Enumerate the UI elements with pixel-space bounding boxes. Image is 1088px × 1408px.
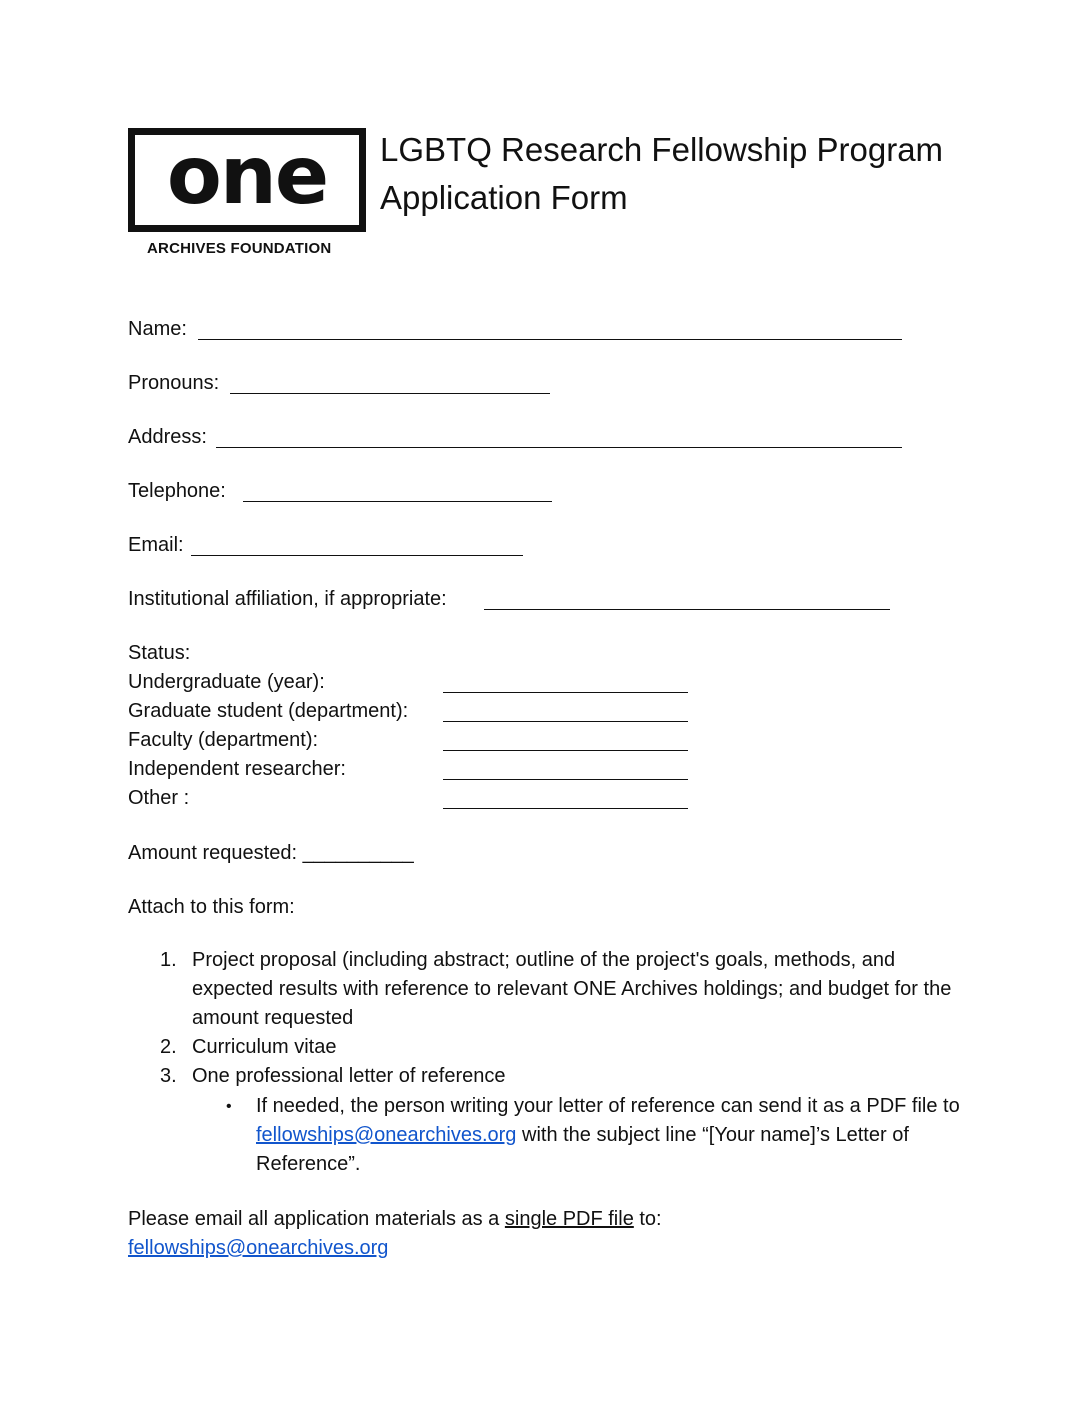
status-faculty-label: Faculty (department): bbox=[128, 729, 319, 751]
name-input-line[interactable] bbox=[198, 339, 902, 340]
status-graduate-label: Graduate student (department): bbox=[128, 700, 409, 722]
logo-subtitle: ARCHIVES FOUNDATION bbox=[147, 240, 332, 257]
pronouns-input-line[interactable] bbox=[230, 393, 550, 394]
status-other-line[interactable] bbox=[443, 808, 688, 809]
email-input-line[interactable] bbox=[191, 555, 523, 556]
amount-input-line[interactable]: __________ bbox=[302, 842, 414, 864]
title-line-1: LGBTQ Research Fellowship Program bbox=[380, 131, 944, 168]
reference-instructions bbox=[256, 1092, 976, 1179]
closing-emphasis: single PDF file bbox=[504, 1208, 634, 1230]
address-label: Address: bbox=[128, 426, 207, 448]
page-title bbox=[380, 126, 943, 222]
email-label: Email: bbox=[128, 534, 184, 556]
address-field bbox=[128, 424, 207, 450]
status-undergraduate-label: Undergraduate (year): bbox=[128, 671, 325, 693]
telephone-label: Telephone: bbox=[128, 480, 226, 502]
status-independent-label: Independent researcher: bbox=[128, 758, 346, 780]
pronouns-field bbox=[128, 370, 219, 396]
closing-text-after: to: bbox=[639, 1208, 662, 1230]
pronouns-label: Pronouns: bbox=[128, 372, 220, 394]
title-line-2: Application Form bbox=[380, 179, 628, 216]
status-graduate-line[interactable] bbox=[443, 721, 688, 722]
list-item-reference: One professional letter of reference bbox=[192, 1065, 506, 1087]
closing-text-before: Please email all application materials as a bbox=[128, 1208, 500, 1230]
status-undergraduate-line[interactable] bbox=[443, 692, 688, 693]
list-item-proposal: Project proposal (including abstract; outline of the project's goals, methods, and expected results with reference to relevant ONE Archives holdings; and budget for the amount requested bbox=[192, 949, 952, 1029]
name-field bbox=[128, 316, 187, 342]
telephone-field bbox=[128, 478, 226, 504]
amount-label: Amount requested: bbox=[128, 842, 297, 864]
address-input-line[interactable] bbox=[216, 447, 902, 448]
closing-instructions bbox=[128, 1205, 1008, 1263]
reference-text-after: with the subject line “[Your name]’s Letter of Reference”. bbox=[256, 1124, 909, 1175]
bullet-icon: • bbox=[226, 1098, 232, 1115]
logo-wordmark: one bbox=[166, 129, 328, 222]
amount-field bbox=[128, 840, 414, 866]
telephone-input-line[interactable] bbox=[243, 501, 552, 502]
list-item-cv: Curriculum vitae bbox=[192, 1036, 337, 1058]
list-number-1: 1. bbox=[160, 949, 177, 971]
status-independent-line[interactable] bbox=[443, 779, 688, 780]
reference-text-before: If needed, the person writing your letter of reference can send it as a PDF file to bbox=[256, 1095, 960, 1117]
affiliation-label: Institutional affiliation, if appropriate: bbox=[128, 588, 447, 610]
list-number-3: 3. bbox=[160, 1065, 177, 1087]
status-heading: Status: bbox=[128, 642, 191, 664]
affiliation-field bbox=[128, 586, 447, 612]
logo bbox=[128, 128, 366, 232]
reference-email-link[interactable]: fellowships@onearchives.org bbox=[256, 1124, 517, 1146]
list-number-2: 2. bbox=[160, 1036, 177, 1058]
name-label: Name: bbox=[128, 318, 187, 340]
status-other-label: Other : bbox=[128, 787, 190, 809]
affiliation-input-line[interactable] bbox=[484, 609, 890, 610]
closing-email-link[interactable]: fellowships@onearchives.org bbox=[128, 1237, 389, 1259]
status-faculty-line[interactable] bbox=[443, 750, 688, 751]
attach-heading: Attach to this form: bbox=[128, 896, 295, 918]
email-field bbox=[128, 532, 184, 558]
